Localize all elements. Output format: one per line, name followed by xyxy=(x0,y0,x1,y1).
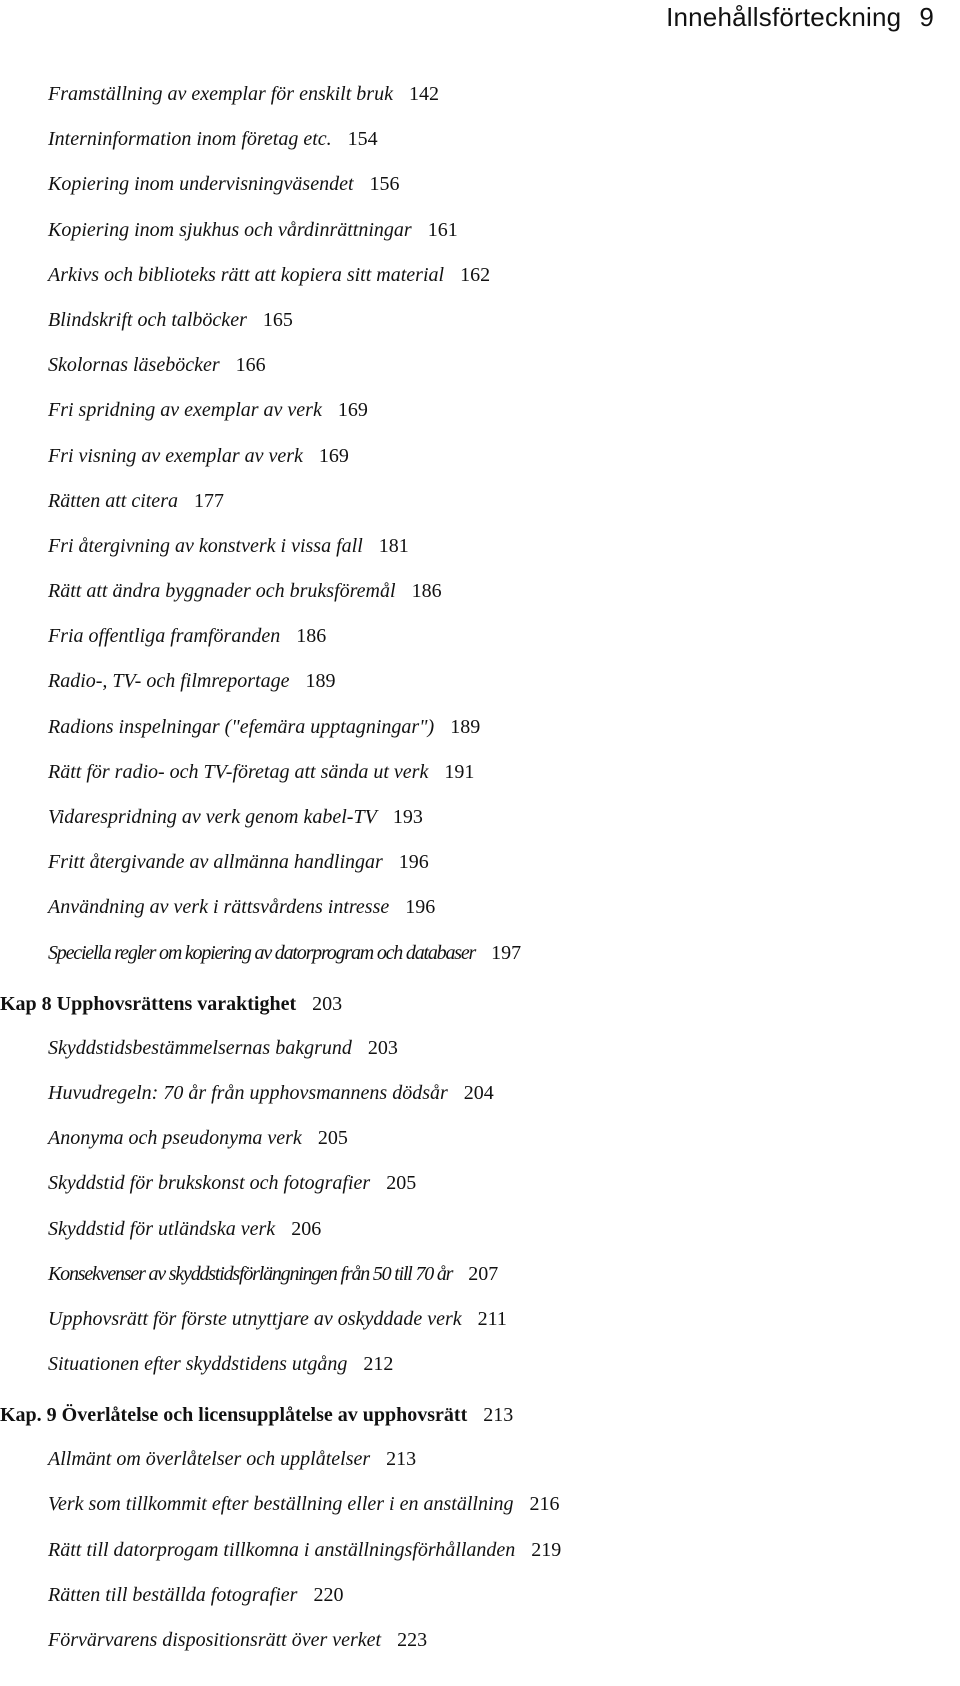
toc-entry-title: Framställning av exemplar för enskilt bruk xyxy=(48,83,393,105)
toc-entry-page-number: 166 xyxy=(235,354,266,377)
toc-entry xyxy=(0,1482,960,1527)
toc-entry-title: Blindskrift och talböcker xyxy=(48,308,247,331)
toc-entry xyxy=(0,1116,960,1161)
toc-entry-title: Radio-, TV- och filmreportage xyxy=(48,670,290,693)
toc-entry-page-number: 203 xyxy=(312,992,343,1015)
toc-entry-title: Kopiering inom sjukhus och vårdinrättningar xyxy=(48,218,412,241)
toc-entry xyxy=(0,298,960,343)
toc-entry-title: Speciella regler om kopiering av datorprogram och databaser xyxy=(48,941,476,964)
toc-entry-page-number: 169 xyxy=(318,444,349,467)
toc-entry-page-number: 213 xyxy=(483,1404,514,1427)
toc-entry-page-number: 189 xyxy=(305,670,336,693)
toc-entry-page-number: 213 xyxy=(386,1448,417,1471)
toc-entry-page-number: 223 xyxy=(397,1629,428,1651)
toc-entry-page-number: 186 xyxy=(296,625,327,648)
toc-entry xyxy=(0,1342,960,1387)
toc-entry-title: Fria offentliga framföranden xyxy=(48,625,281,648)
running-header xyxy=(666,2,934,33)
toc-entry-title: Kopiering inom undervisningväsendet xyxy=(48,173,354,196)
toc-entry-title: Rätten till beställda fotografier xyxy=(48,1583,298,1606)
toc-entry xyxy=(0,1026,960,1071)
toc-entry xyxy=(0,388,960,433)
toc-entry-page-number: 216 xyxy=(529,1493,560,1516)
toc-entry xyxy=(0,840,960,885)
toc-entry xyxy=(0,1573,960,1618)
toc-entry-page-number: 211 xyxy=(477,1307,507,1330)
toc-entry xyxy=(0,569,960,614)
toc-entry-title: Skyddstid för brukskonst och fotografier xyxy=(48,1172,371,1195)
toc-entry-title: Fritt återgivande av allmänna handlingar xyxy=(48,851,383,874)
toc-entry-title: Allmänt om överlåtelser och upplåtelser xyxy=(48,1448,371,1471)
toc-entry xyxy=(0,614,960,659)
toc-entry xyxy=(0,1528,960,1573)
header-section-title: Innehållsförteckning xyxy=(666,2,902,32)
toc-entry xyxy=(0,931,960,976)
toc-entry-title: Interninformation inom företag etc. xyxy=(48,128,332,151)
toc-entry-title: Skyddstidsbestämmelsernas bakgrund xyxy=(48,1036,352,1059)
toc-entry-title: Radions inspelningar ("efemära upptagningar") xyxy=(48,715,435,738)
toc-entry-page-number: 196 xyxy=(398,851,429,874)
toc-entry-title: Verk som tillkommit efter beställning eller i en anställning xyxy=(48,1493,514,1516)
toc-entry-page-number: 162 xyxy=(460,263,491,286)
toc-entry-page-number: 219 xyxy=(531,1538,562,1561)
toc-entry-title: Kap. 9 Överlåtelse och licensupplåtelse av upphovsrätt xyxy=(0,1404,468,1427)
toc-entry-title: Rätt att ändra byggnader och bruksföremål xyxy=(48,580,396,603)
toc-entry-page-number: 206 xyxy=(291,1217,322,1240)
toc-entry-title: Fri visning av exemplar av verk xyxy=(48,444,303,467)
toc-entry xyxy=(0,1252,960,1297)
toc-entry-page-number: 189 xyxy=(450,715,481,738)
toc-entry-page-number: 165 xyxy=(262,308,293,331)
toc-entry xyxy=(0,885,960,930)
toc-entry-title: Fri återgivning av konstverk i vissa fall xyxy=(48,534,363,557)
toc-entry-page-number: 191 xyxy=(444,760,475,783)
toc-entry xyxy=(0,705,960,750)
toc-entry-page-number: 142 xyxy=(408,83,439,105)
toc-entry-page-number: 186 xyxy=(411,580,442,603)
header-page-number: 9 xyxy=(919,2,934,32)
toc-entry xyxy=(0,1437,960,1482)
toc-entry-page-number: 212 xyxy=(363,1353,394,1376)
toc-entry xyxy=(0,434,960,479)
toc-entry-title: Anonyma och pseudonyma verk xyxy=(48,1127,302,1150)
toc-entry-page-number: 220 xyxy=(313,1583,344,1606)
toc-entry-page-number: 156 xyxy=(369,173,400,196)
toc-entry-page-number: 169 xyxy=(337,399,368,422)
toc-entry xyxy=(0,343,960,388)
toc-entry xyxy=(0,162,960,207)
toc-entry-title: Konsekvenser av skyddstidsförlängningen från 50 till 70 år xyxy=(48,1262,453,1285)
toc-entry-page-number: 196 xyxy=(405,896,436,919)
toc-entry-page-number: 197 xyxy=(491,941,522,964)
toc-entry-page-number: 203 xyxy=(367,1036,398,1059)
toc-entry-title: Vidarespridning av verk genom kabel-TV xyxy=(48,806,377,828)
toc-entry-title: Upphovsrätt för förste utnyttjare av oskyddade verk xyxy=(48,1307,462,1330)
toc-entry xyxy=(0,208,960,253)
toc-entry-title: Rätten att citera xyxy=(48,489,178,512)
toc-entry-title: Huvudregeln: 70 år från upphovsmannens dödsår xyxy=(48,1081,448,1104)
toc-entry xyxy=(0,1071,960,1116)
toc-entry xyxy=(0,1161,960,1206)
toc-entry xyxy=(0,117,960,162)
toc-entry xyxy=(0,659,960,704)
toc-entry-title: Förvärvarens dispositionsrätt över verket xyxy=(48,1629,382,1651)
toc-entry xyxy=(0,1297,960,1342)
toc-entry-title: Skolornas läseböcker xyxy=(48,354,220,377)
toc-entry-page-number: 193 xyxy=(392,806,423,828)
toc-entry-title: Arkivs och biblioteks rätt att kopiera sitt material xyxy=(48,263,445,286)
toc-entry-title: Rätt till datorprogam tillkomna i anställningsförhållanden xyxy=(48,1538,516,1561)
toc-entry-title: Användning av verk i rättsvårdens intresse xyxy=(48,896,390,919)
toc-entry-page-number: 207 xyxy=(468,1262,499,1285)
toc-entry-page-number: 161 xyxy=(427,218,458,241)
toc-entry-page-number: 204 xyxy=(463,1081,494,1104)
toc-entry xyxy=(0,253,960,298)
toc-entry xyxy=(0,72,960,117)
toc-chapter-heading xyxy=(0,1387,960,1437)
toc-entry xyxy=(0,479,960,524)
toc-entry xyxy=(0,1207,960,1252)
toc-chapter-heading xyxy=(0,976,960,1026)
toc-entry-title: Skyddstid för utländska verk xyxy=(48,1217,276,1240)
toc-entry-page-number: 205 xyxy=(386,1172,417,1195)
toc-entry xyxy=(0,1618,960,1663)
toc-entry xyxy=(0,795,960,840)
toc-entry-title: Fri spridning av exemplar av verk xyxy=(48,399,322,422)
toc-entry-page-number: 181 xyxy=(378,534,409,557)
table-of-contents xyxy=(0,72,960,1663)
toc-entry xyxy=(0,524,960,569)
toc-entry-title: Situationen efter skyddstidens utgång xyxy=(48,1353,348,1376)
toc-entry-page-number: 177 xyxy=(193,489,224,512)
toc-entry xyxy=(0,750,960,795)
toc-entry-title: Rätt för radio- och TV-företag att sända ut verk xyxy=(48,760,429,783)
toc-entry-page-number: 154 xyxy=(347,128,378,151)
toc-entry-page-number: 205 xyxy=(317,1127,348,1150)
toc-entry-title: Kap 8 Upphovsrättens varaktighet xyxy=(0,992,297,1015)
